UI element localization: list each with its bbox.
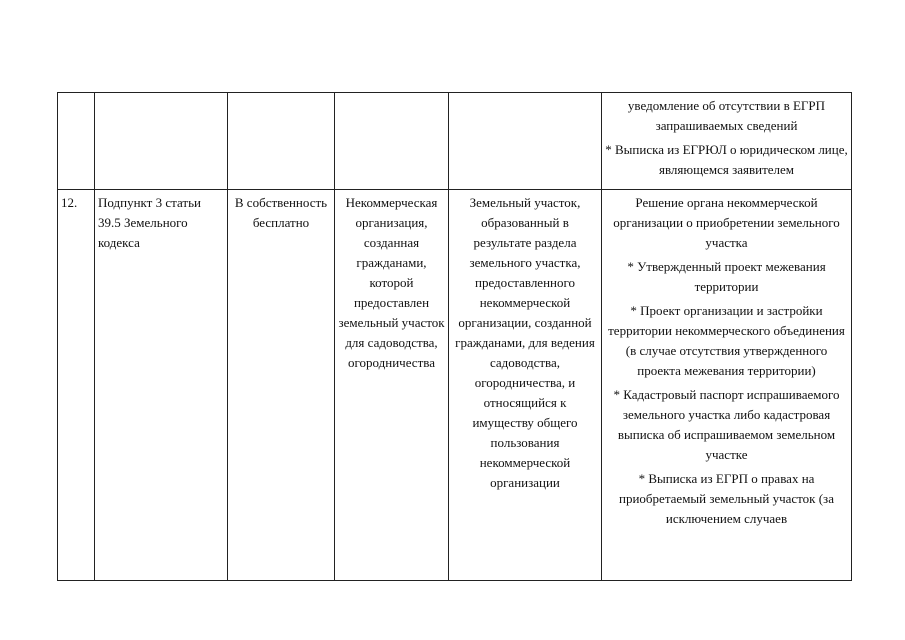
- required-documents: [602, 93, 852, 190]
- document-item: уведомление об отсутствии в ЕГРП запрашиваемых сведений: [627, 98, 826, 133]
- document-item: Решение органа некоммерческой организации о приобретении земельного участка: [613, 195, 840, 250]
- document-item: * Выписка из ЕГРП о правах на приобретаемый земельный участок (за исключением случаев: [619, 471, 834, 526]
- document-item: * Проект организации и застройки территории некоммерческого объединения (в случае отсутствия утвержденного проекта межевания территории): [608, 303, 845, 378]
- table-row: [58, 190, 852, 581]
- row-number: [58, 93, 95, 190]
- document-item: * Кадастровый паспорт испрашиваемого земельного участка либо кадастровая выписка об испрашиваемом земельном участке: [613, 387, 840, 462]
- document-item: * Выписка из ЕГРЮЛ о юридическом лице, являющемся заявителем: [605, 142, 848, 177]
- row-number: 12.: [58, 190, 95, 581]
- required-documents: [602, 190, 852, 581]
- applicant: [335, 93, 449, 190]
- document-item: * Утвержденный проект межевания территории: [627, 259, 826, 294]
- applicant: Некоммерческая организация, созданная гражданами, которой предоставлен земельный участок для садоводства, огородничества: [335, 190, 449, 581]
- right-type: В собственность бесплатно: [228, 190, 335, 581]
- land-object: Земельный участок, образованный в результате раздела земельного участка, предоставленного некоммерческой организации, созданной гражданами, для ведения садоводства, огородничества, и относящийся к имуществу общего пользования некоммерческой организации: [449, 190, 602, 581]
- table-row: [58, 93, 852, 190]
- legal-basis: Подпункт 3 статьи 39.5 Земельного кодекса: [95, 190, 228, 581]
- right-type: [228, 93, 335, 190]
- legal-basis: [95, 93, 228, 190]
- land-object: [449, 93, 602, 190]
- land-documents-table: [57, 92, 852, 581]
